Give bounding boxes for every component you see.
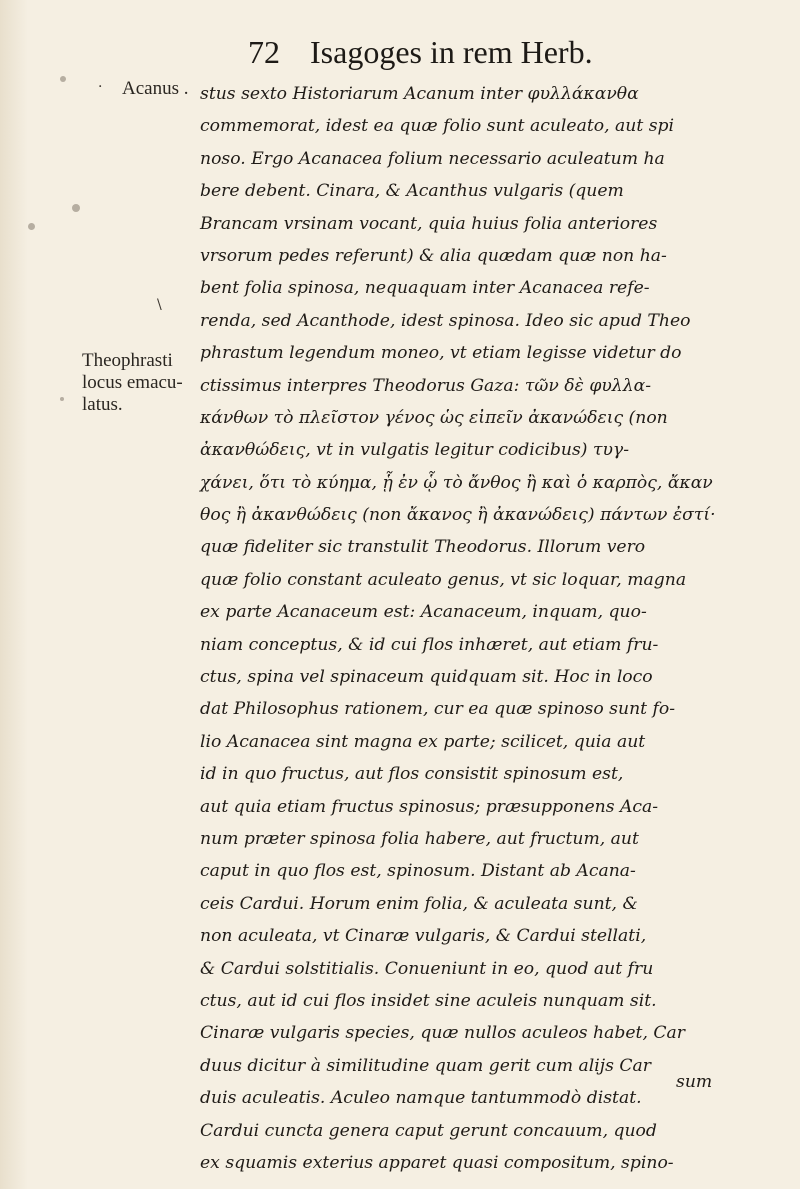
running-head: [248, 30, 688, 74]
text-line: caput in quo flos est, spinosum. Distant ab Acana-: [200, 861, 636, 882]
text-line: ctus, aut id cui flos insidet sine aculeis nunquam sit.: [200, 990, 657, 1011]
text-line: renda, sed Acanthode, idest spinosa. Ideo sic apud Theo: [200, 310, 691, 331]
text-line: & Cardui solstitialis. Conueniunt in eo, quod aut fru: [200, 958, 654, 979]
text-line: stus sexto Historiarum Acanum inter φυλλάκανθα: [200, 84, 639, 104]
margin-note-acanus: Acanus .: [122, 78, 189, 99]
text-line: Cardui cuncta genera caput gerunt concauum, quod: [200, 1120, 657, 1141]
text-line: commemorat, idest ea quæ folio sunt aculeato, aut spi: [200, 116, 675, 137]
text-line: ἀκανθώδεις, vt in vulgatis legitur codicibus) τυγ-: [200, 440, 629, 461]
text-line: vrsorum pedes referunt) & alia quædam quæ non ha-: [200, 245, 667, 266]
text-line: non aculeata, vt Cinaræ vulgaris, & Cardui stellati,: [200, 926, 647, 947]
text-line: θος ἢ ἀκανθώδεις (non ἄκανος ἢ ἀκανώδεις) πάντων ἐστί·: [200, 505, 716, 526]
ink-spot: [60, 76, 66, 82]
text-line: Cinaræ vulgaris species, quæ nullos aculeos habet, Car: [200, 1023, 685, 1044]
text-line: niam conceptus, & id cui flos inhæret, aut etiam fru-: [200, 634, 659, 655]
text-line: bere debent. Cinara, & Acanthus vulgaris (quem: [200, 181, 624, 202]
margin-note-line: latus.: [82, 394, 123, 415]
text-line: ctus, spina vel spinaceum quidquam sit. Hoc in loco: [200, 667, 653, 688]
text-line: quæ fideliter sic transtulit Theodorus. Illorum vero: [200, 537, 646, 558]
margin-note-theophrasti: [82, 350, 183, 416]
text-line: lio Acanacea sint magna ex parte; scilicet, quia aut: [200, 731, 646, 752]
text-line: bent folia spinosa, nequaquam inter Acanacea refe-: [200, 278, 650, 299]
text-line: χάνει, ὅτι τὸ κύημα, ᾗ ἐν ᾧ τὸ ἄνθος ἢ καὶ ὁ καρπὸς, ἄκαν: [200, 472, 713, 493]
text-line: duis aculeatis. Aculeo namque tantummodò distat.: [200, 1088, 642, 1109]
text-line: noso. Ergo Acanacea folium necessario aculeatum ha: [200, 148, 665, 169]
text-line: ex squamis exterius apparet quasi compositum, spino-: [200, 1152, 674, 1173]
text-line: κάνθων τὸ πλεῖστον γένος ὡς εἰπεῖν ἀκανώδεις (non: [200, 407, 668, 428]
text-line: ceis Cardui. Horum enim folia, & aculeata sunt, &: [200, 893, 638, 914]
text-line: aut quia etiam fructus spinosus; præsupponens Aca-: [200, 796, 659, 817]
text-line: ctissimus interpres Theodorus Gaza: τῶν δὲ φυλλα-: [200, 375, 652, 396]
text-line: id in quo fructus, aut flos consistit spinosum est,: [200, 764, 624, 785]
margin-note-line: locus emacu-: [82, 372, 183, 393]
page-number: 72: [248, 34, 280, 70]
page-gutter-shadow: [0, 0, 28, 1189]
text-line: ex parte Acanaceum est: Acanaceum, inquam, quo-: [200, 602, 647, 623]
margin-tick: \: [157, 297, 162, 313]
catchword: sum: [676, 1072, 713, 1092]
ink-spot: [72, 204, 80, 212]
ink-spot: [28, 223, 35, 230]
text-line: Brancam vrsinam vocant, quia huius folia anteriores: [200, 213, 658, 234]
running-title: Isagoges in rem Herb.: [310, 34, 593, 70]
text-line: dat Philosophus rationem, cur ea quæ spinoso sunt fo-: [200, 699, 676, 720]
text-line: phrastum legendum moneo, vt etiam legisse videtur do: [200, 343, 682, 364]
margin-tick: ·: [98, 79, 103, 95]
text-line: num præter spinosa folia habere, aut fructum, aut: [200, 828, 639, 849]
ink-spot: [60, 397, 64, 401]
text-line: quæ folio constant aculeato genus, vt sic loquar, magna: [200, 569, 687, 590]
margin-note-line: Theophrasti: [82, 350, 173, 371]
text-line: duus dicitur à similitudine quam gerit cum alijs Car: [200, 1055, 651, 1076]
body-text: [200, 78, 780, 1179]
